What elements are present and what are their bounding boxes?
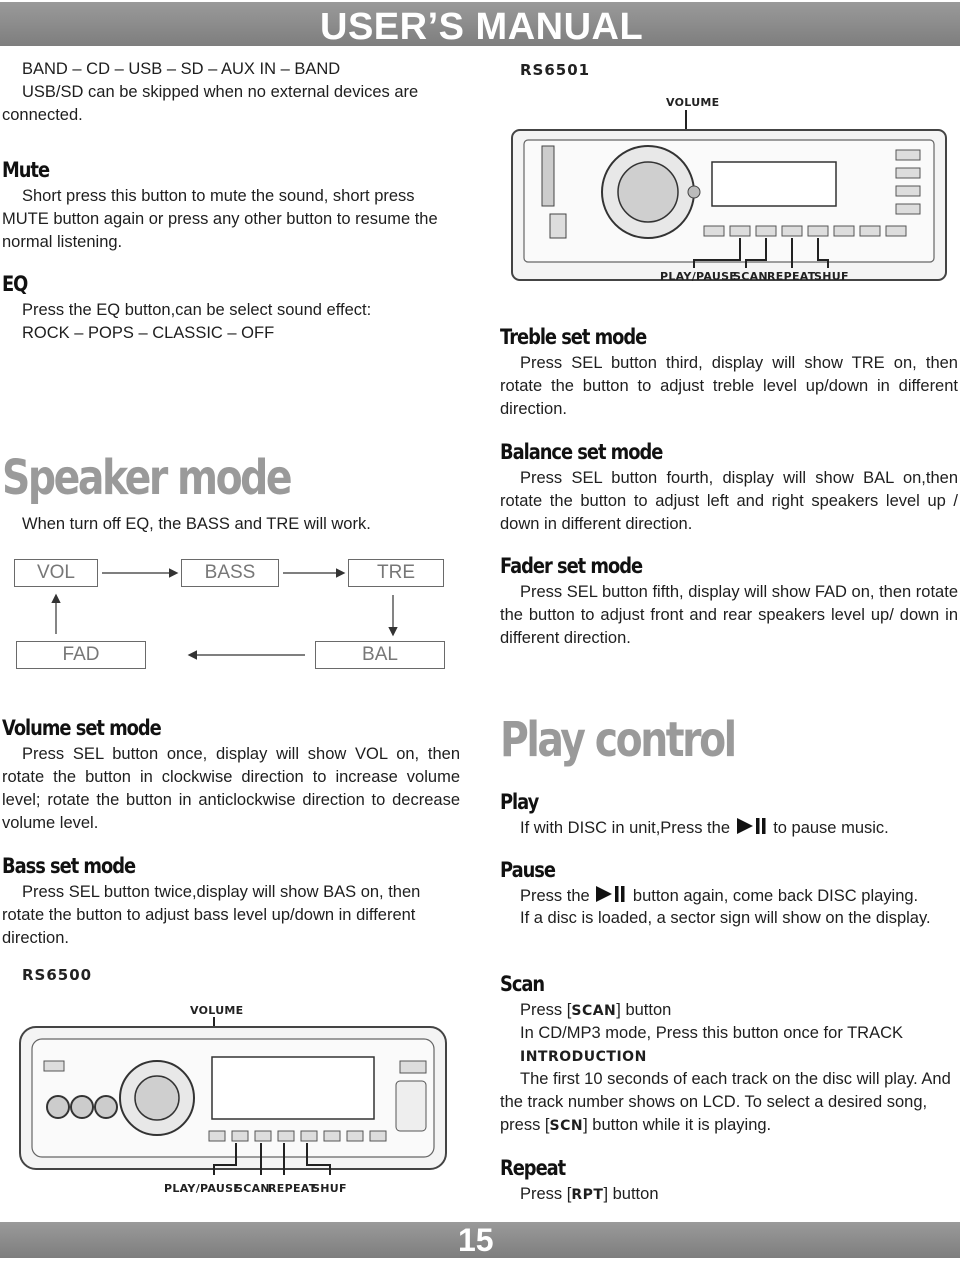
- model-rs6501-label: RS6501: [520, 61, 591, 79]
- speaker-mode-heading: Speaker mode: [2, 450, 291, 506]
- eq-text-2: ROCK – POPS – CLASSIC – OFF: [22, 324, 275, 342]
- eq-text-1: Press the EQ button,can be select sound effect:: [22, 301, 372, 319]
- volume-set-text: Press SEL button once, display will show VOL on, then rotate the button in clockwise direction to increase volume level; rotate the button in anticlockwise direction to decrease volume level.: [2, 745, 460, 832]
- scan-key: SCAN: [571, 1003, 617, 1019]
- play-text-before: If with DISC in unit,Press the: [520, 819, 730, 837]
- repeat-heading: Repeat: [500, 1156, 566, 1180]
- repeat-line-1-before: Press [: [520, 1185, 572, 1203]
- bass-set-heading: Bass set mode: [2, 854, 136, 878]
- rs6501-diagram: [508, 90, 952, 290]
- speaker-mode-text: When turn off EQ, the BASS and TRE will work.: [22, 515, 371, 533]
- band-line-1: BAND – CD – USB – SD – AUX IN – BAND: [22, 60, 341, 78]
- treble-heading: Treble set mode: [500, 325, 647, 349]
- scan-line-2: In CD/MP3 mode, Press this button once for TRACK: [520, 1024, 904, 1042]
- play-pause-icon: [735, 816, 769, 836]
- repeat-line-1-after: ] button: [603, 1185, 659, 1203]
- flow-box-bass: BASS: [181, 559, 279, 587]
- rs6500-label-shuf: SHUF: [312, 1182, 347, 1195]
- page-number: 15: [458, 1222, 494, 1258]
- balance-heading: Balance set mode: [500, 440, 663, 464]
- flow-box-tre: TRE: [348, 559, 444, 587]
- rs6501-label-shuf: SHUF: [814, 270, 849, 283]
- scan-line-4-after: ] button while it is playing.: [583, 1116, 772, 1134]
- pause-text-after: button again, come back DISC playing.: [632, 887, 919, 905]
- pause-heading: Pause: [500, 858, 555, 882]
- band-note: USB/SD can be skipped when no external devices are connected.: [2, 83, 419, 124]
- rs6501-label-repeat: REPEAT: [767, 270, 816, 283]
- rs6500-diagram: [14, 995, 452, 1200]
- page-title: USER’S MANUAL: [320, 6, 644, 48]
- mute-heading: Mute: [2, 158, 50, 182]
- mute-text: Short press this button to mute the sound, short press MUTE button again or press any other button to resume the normal listening.: [2, 187, 438, 251]
- band-sequence: [22, 58, 462, 81]
- eq-heading: EQ: [2, 272, 28, 296]
- rs6501-volume-label: VOLUME: [666, 96, 720, 109]
- rs6500-label-repeat: REPEAT: [268, 1182, 317, 1195]
- flow-box-bal: BAL: [315, 641, 445, 669]
- pause-text-2: If a disc is loaded, a sector sign will show on the display.: [520, 909, 931, 927]
- rs6500-label-play-pause: PLAY/PAUSE: [164, 1182, 242, 1195]
- rs6500-faceplate: [14, 995, 452, 1200]
- flow-arrows: [0, 550, 460, 680]
- rs6501-label-play-pause: PLAY/PAUSE: [660, 270, 738, 283]
- scan-line-1-after: ] button: [616, 1001, 672, 1019]
- volume-set-heading: Volume set mode: [2, 716, 161, 740]
- rs6501-faceplate: [508, 90, 952, 290]
- play-text: [520, 816, 960, 840]
- scan-line-4-text: The first 10 seconds of each track on the disc will play. And the track number shows on LCD. To select a desired song, press [: [500, 1070, 951, 1134]
- pause-text-before: Press the: [520, 887, 590, 905]
- model-rs6500-label: RS6500: [22, 966, 93, 984]
- rs6500-label-scan: SCAN: [235, 1182, 270, 1195]
- balance-text: Press SEL button fourth, display will show BAL on,then rotate the button to adjust left and right speakers level up / down in different direction.: [500, 469, 958, 533]
- scan-line-4: [500, 1068, 960, 1138]
- rs6501-label-scan: SCAN: [733, 270, 768, 283]
- fader-heading: Fader set mode: [500, 554, 643, 578]
- repeat-line-1: [520, 1183, 960, 1207]
- scan-heading: Scan: [500, 972, 545, 996]
- speaker-flow-diagram: [0, 550, 460, 680]
- flow-box-vol: VOL: [14, 559, 98, 587]
- rs6500-volume-label: VOLUME: [190, 1004, 244, 1017]
- play-control-heading: Play control: [500, 712, 735, 768]
- bass-set-text: Press SEL button twice,display will show BAS on, then rotate the button to adjust bass level up/down in different direction.: [2, 883, 421, 947]
- scan-line-1-before: Press [: [520, 1001, 572, 1019]
- flow-box-fad: FAD: [16, 641, 146, 669]
- scan-line-3: INTRODUCTION: [520, 1049, 647, 1065]
- treble-text: Press SEL button third, display will show TRE on, then rotate the button to adjust treble level up/down in different direction.: [500, 354, 958, 418]
- scn-key: SCN: [549, 1118, 584, 1134]
- scan-line-1: [520, 999, 960, 1023]
- rpt-key: RPT: [571, 1187, 604, 1203]
- pause-text: [520, 884, 960, 908]
- play-heading: Play: [500, 790, 539, 814]
- play-text-after: to pause music.: [773, 819, 889, 837]
- fader-text: Press SEL button fifth, display will show FAD on, then rotate the button to adjust front and rear speakers level up/ down in different direction.: [500, 583, 958, 647]
- play-pause-icon: [594, 884, 628, 904]
